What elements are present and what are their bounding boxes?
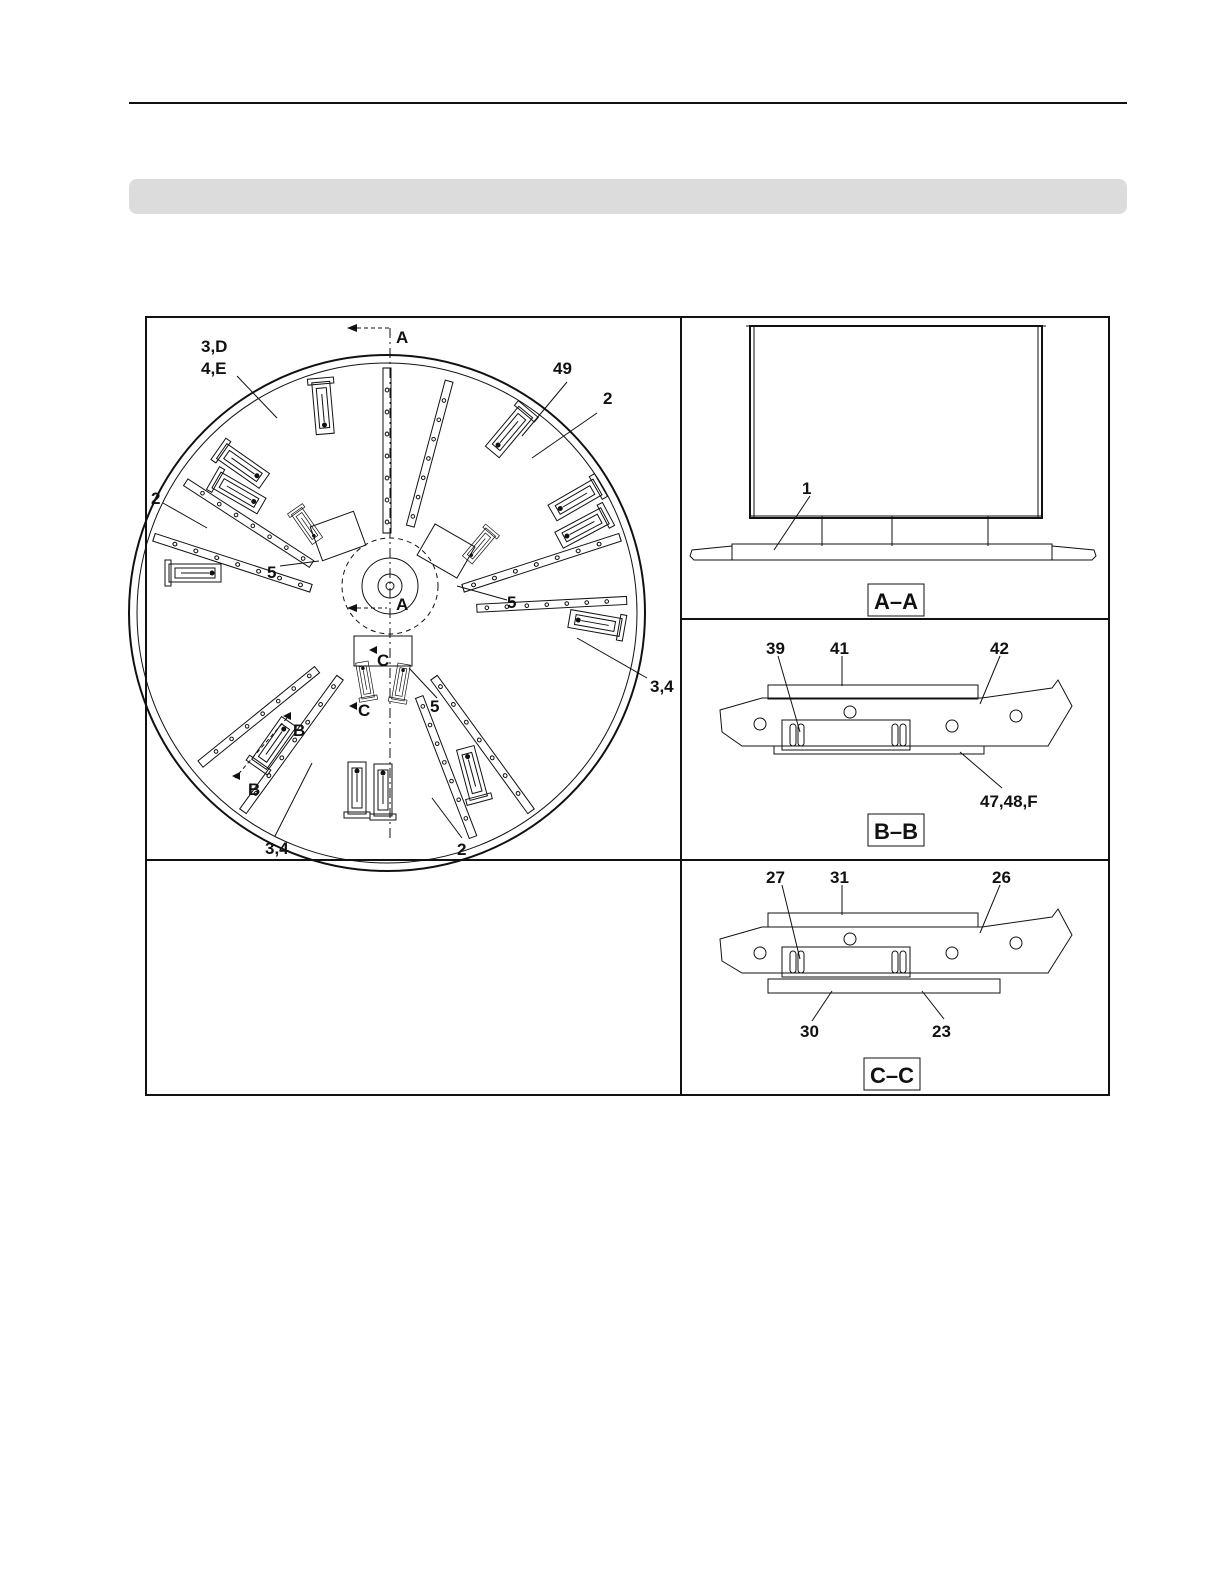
callout-3-4-bottom: 3,4 [265, 839, 289, 858]
section-mark-c-lower: C [358, 701, 371, 720]
callout-4e: 4,E [201, 359, 227, 378]
callout-23: 23 [932, 1022, 951, 1041]
callout-2-left: 2 [151, 489, 161, 508]
top-view-drawing [147, 318, 682, 861]
section-bb-drawing [682, 620, 1108, 861]
inner-rim [137, 363, 637, 863]
callout-49: 49 [553, 359, 572, 378]
section-bb-label: B–B [873, 819, 919, 844]
section-aa-drawing [682, 318, 1108, 620]
callout-2-bottom: 2 [457, 840, 467, 859]
center-hub [362, 558, 418, 614]
callout-31: 31 [830, 868, 849, 887]
section-cc-drawing [682, 861, 1108, 1094]
section-aa-panel [682, 318, 1108, 620]
section-mark-b-lower: B [248, 780, 261, 799]
section-mark-a-center: A [396, 595, 409, 614]
section-mark-a-top: A [396, 328, 409, 347]
section-cc-panel [682, 861, 1108, 1094]
blank-panel [147, 861, 682, 1094]
callout-5-center: 5 [430, 697, 440, 716]
section-bb-panel [682, 620, 1108, 861]
section-cc-label: C–C [869, 1063, 915, 1088]
hub-assemblies [288, 504, 500, 705]
callout-41: 41 [830, 639, 849, 658]
top-view-panel [147, 318, 682, 861]
callout-2-top-right: 2 [603, 389, 613, 408]
callout-26: 26 [992, 868, 1011, 887]
callout-5-left: 5 [267, 563, 277, 582]
callout-39: 39 [766, 639, 785, 658]
parts-figure [145, 316, 1110, 1096]
section-aa-label: A–A [873, 589, 919, 614]
callout-1: 1 [802, 479, 812, 498]
callout-47-48-f: 47,48,F [980, 792, 1038, 811]
section-mark-c-upper: C [377, 651, 390, 670]
callout-5-right: 5 [507, 593, 517, 612]
section-mark-b-upper: B [293, 721, 306, 740]
section-title-bar [129, 179, 1127, 214]
header-rule [129, 102, 1127, 104]
callout-30: 30 [800, 1022, 819, 1041]
callout-3d: 3,D [201, 337, 228, 356]
callout-42: 42 [990, 639, 1009, 658]
callout-27: 27 [766, 868, 785, 887]
callout-3-4-right: 3,4 [650, 677, 674, 696]
